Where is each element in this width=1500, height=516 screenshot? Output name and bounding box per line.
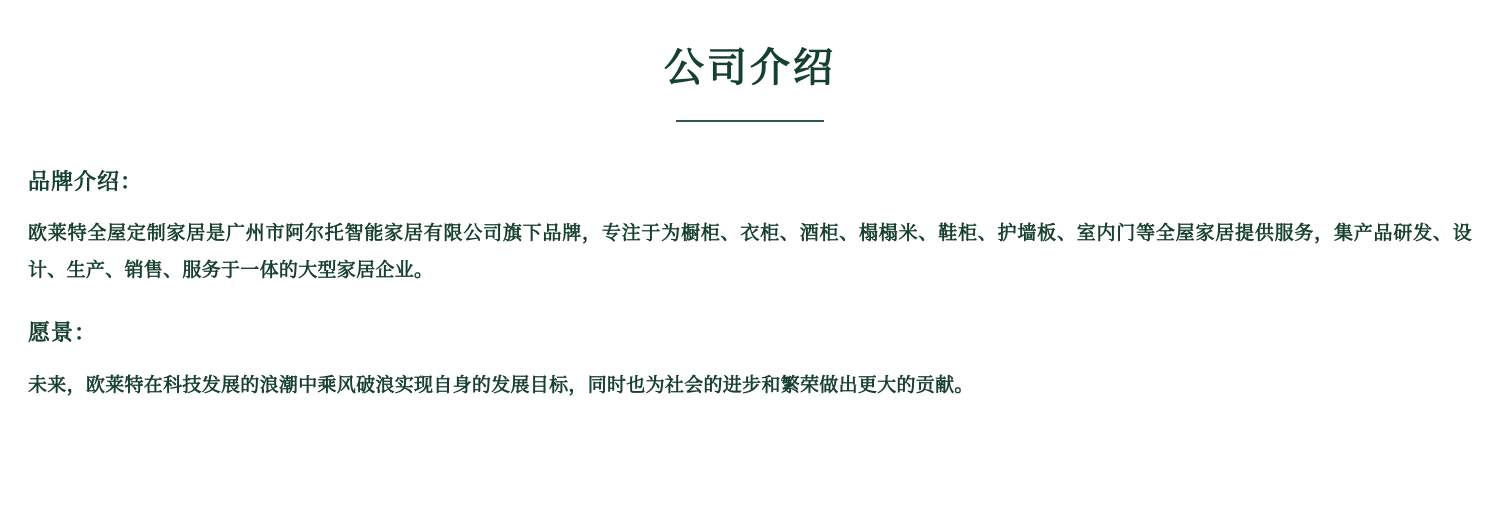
section-paragraph: 欧莱特全屋定制家居是广州市阿尔托智能家居有限公司旗下品牌，专注于为橱柜、衣柜、酒柜、榻榻米、鞋柜、护墙板、室内门等全屋家居提供服务，集产品研发、设计、生产、销售、服务于一体的大型家居企业。 xyxy=(28,222,1472,281)
title-block xyxy=(0,0,1500,122)
title-divider xyxy=(676,120,824,122)
section-heading: 愿景： xyxy=(28,319,98,345)
document-content xyxy=(0,168,1500,404)
section-vision xyxy=(28,319,1472,405)
section-heading: 品牌介绍： xyxy=(28,169,144,194)
section-brand-introduction xyxy=(28,168,1472,289)
page-title: 公司介绍 xyxy=(664,46,836,90)
section-paragraph: 未来，欧莱特在科技发展的浪潮中乘风破浪实现自身的发展目标，同时也为社会的进步和繁荣做出更大的贡献。 xyxy=(28,375,974,397)
